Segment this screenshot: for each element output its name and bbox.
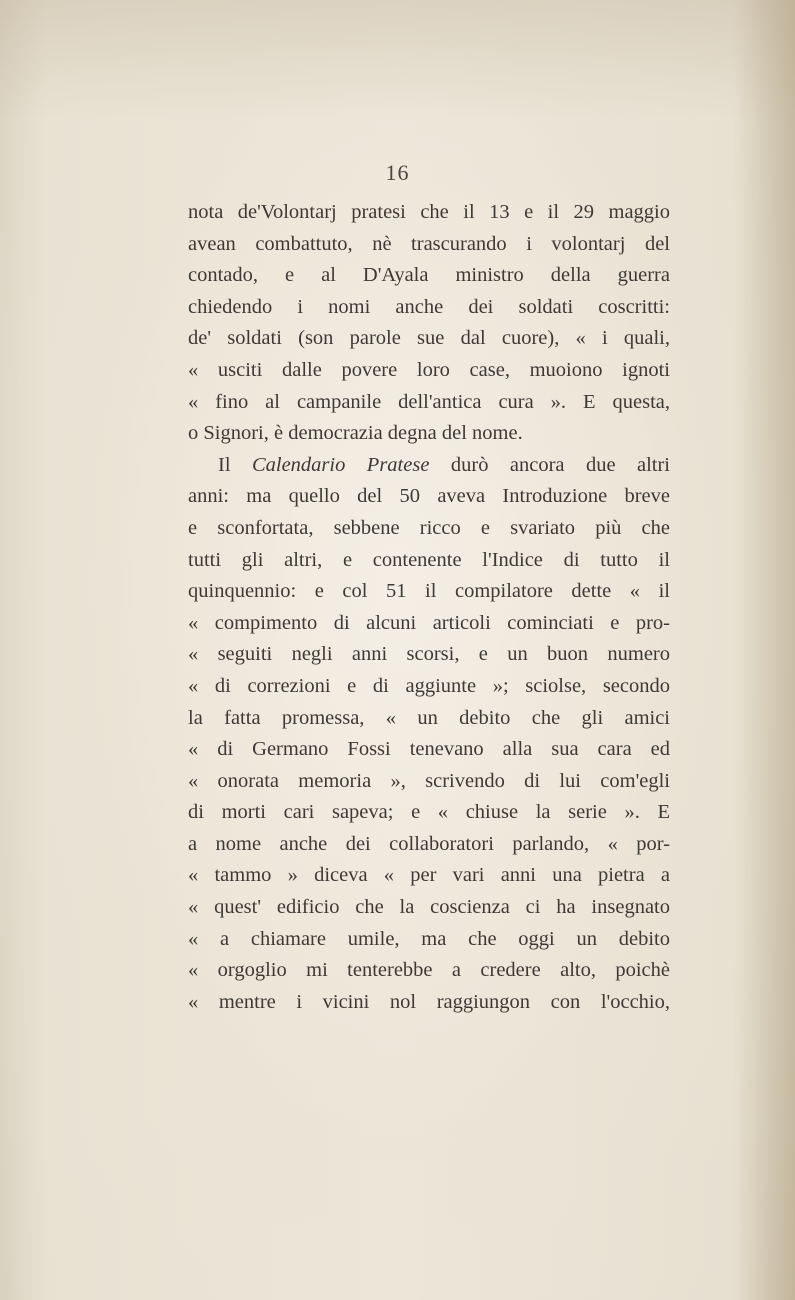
text-line: tutti gli altri, e contenente l'Indice di tutto il: [188, 548, 670, 571]
text-line: avean combattuto, nè trascurando i volontarj del: [188, 232, 670, 255]
text-line: « di correzioni e di aggiunte »; sciolse, secondo: [188, 674, 670, 697]
text-line: di morti cari sapeva; e « chiuse la serie ». E: [188, 801, 670, 824]
text-line: « orgoglio mi tenterebbe a credere alto, poichè: [188, 959, 670, 982]
page-number: 16: [385, 160, 410, 185]
text-line-paragraph-start: [188, 450, 670, 482]
text-line: « a chiamare umile, ma che oggi un debito: [188, 927, 670, 950]
text-line: « onorata memoria », scrivendo di lui com'egli: [188, 769, 670, 792]
text-line: « mentre i vicini nol raggiungon con l'occhio,: [188, 990, 670, 1013]
text-line: anni: ma quello del 50 aveva Introduzione breve: [188, 485, 670, 508]
text-line: « di Germano Fossi tenevano alla sua cara ed: [188, 738, 670, 761]
text-line: contado, e al D'Ayala ministro della guerra: [188, 264, 670, 287]
text-line: de' soldati (son parole sue dal cuore), « i quali,: [188, 327, 670, 350]
body-text: [188, 197, 670, 1018]
text-line: e sconfortata, sebbene ricco e svariato più che: [188, 516, 670, 539]
text-line: « usciti dalle povere loro case, muoiono ignoti: [188, 358, 670, 381]
text-line: quinquennio: e col 51 il compilatore dette « il: [188, 580, 670, 603]
text-line: « quest' edificio che la coscienza ci ha insegnato: [188, 896, 670, 919]
line-suffix: durò ancora due altri: [429, 453, 670, 476]
text-line: nota de'Volontarj pratesi che il 13 e il 29 maggio: [188, 201, 670, 223]
text-line: a nome anche dei collaboratori parlando, « por-: [188, 832, 670, 855]
calendar-title-italic: Calendario Pratese: [251, 453, 430, 476]
text-line: « compimento di alcuni articoli cominciati e pro-: [188, 611, 670, 634]
text-line: chiedendo i nomi anche dei soldati coscritti:: [188, 295, 670, 318]
text-line: « seguiti negli anni scorsi, e un buon numero: [188, 643, 670, 666]
text-line: « tammo » diceva « per vari anni una pietra a: [188, 864, 670, 887]
text-line: « fino al campanile dell'antica cura ». E questa,: [188, 390, 670, 413]
line-prefix: Il: [218, 453, 252, 476]
text-line: la fatta promessa, « un debito che gli amici: [188, 706, 670, 729]
text-line: o Signori, è democrazia degna del nome.: [188, 422, 523, 445]
